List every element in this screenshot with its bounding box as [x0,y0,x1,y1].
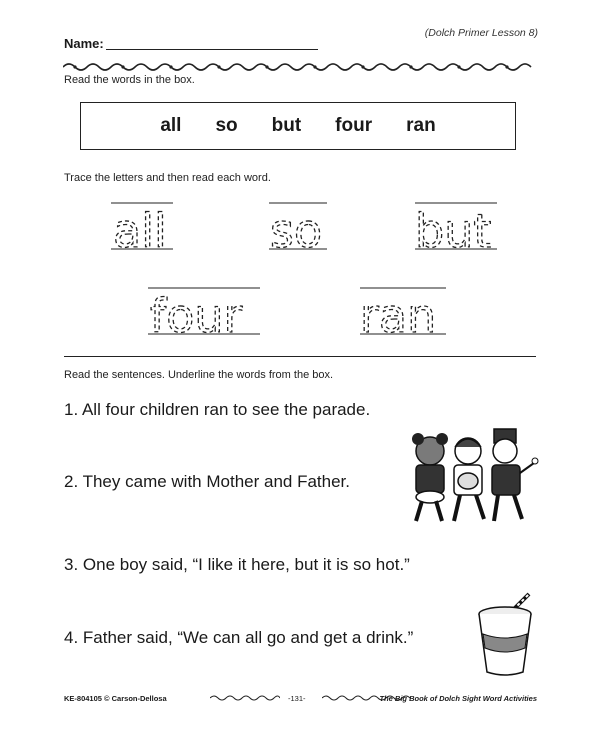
name-write-line[interactable] [106,49,318,50]
lesson-label: (Dolch Primer Lesson 8) [424,27,538,39]
box-word-but: but [271,115,302,136]
page-number: -131- [288,694,306,703]
trace-word-but[interactable] [405,197,535,255]
children-marching-illustration [402,423,542,528]
trace-text-four: four [150,289,243,340]
footer-copyright: KE-804105 © Carson-Dellosa [64,694,167,703]
trace-text-so: so [270,204,323,255]
sentence-4[interactable]: 4. Father said, “We can all go and get a drink.” [64,628,414,647]
trace-word-all[interactable] [101,197,231,255]
instruction-underline: Read the sentences. Underline the words from the box. [64,369,334,381]
name-label: Name: [64,36,104,51]
trace-word-four[interactable] [140,282,270,340]
trace-word-so[interactable] [255,197,385,255]
box-word-ran: ran [406,115,436,136]
instruction-read-box: Read the words in the box. [64,74,195,86]
sentence-2[interactable]: 2. They came with Mother and Father. [64,472,350,491]
box-word-all: all [160,115,182,136]
word-box [80,102,516,150]
trace-text-but: but [415,204,492,255]
footer-book-title: The Big Book of Dolch Sight Word Activities [379,694,537,703]
trace-text-ran: ran [360,289,437,340]
sentence-3[interactable]: 3. One boy said, “I like it here, but it is so hot.” [64,555,410,574]
trace-text-all: all [113,204,167,255]
box-word-so: so [215,115,238,136]
section-divider [64,356,536,357]
footer-decoration-left [210,694,280,702]
box-word-four: four [335,115,373,136]
decorative-border [63,61,536,73]
drink-cup-illustration [475,590,537,678]
trace-word-ran[interactable] [350,282,480,340]
instruction-trace: Trace the letters and then read each word. [64,172,271,184]
sentence-1[interactable]: 1. All four children ran to see the parade. [64,400,371,419]
